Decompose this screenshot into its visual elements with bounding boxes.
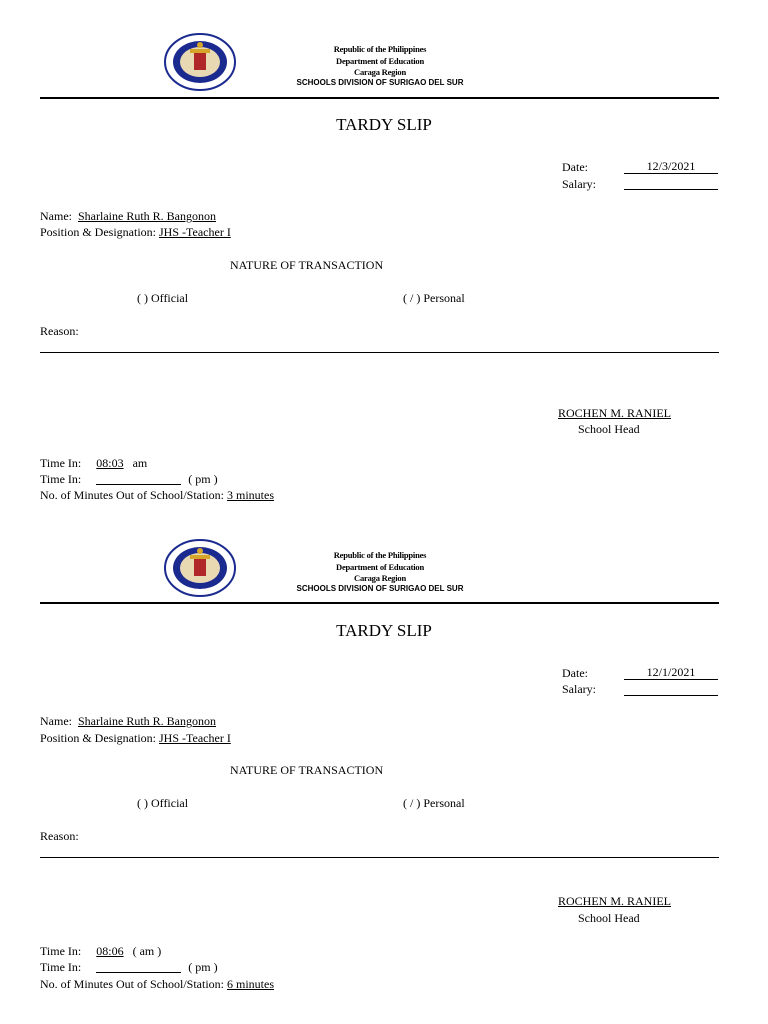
reason-label: Reason: <box>40 324 79 338</box>
personal-option[interactable]: ( / ) Personal <box>403 291 465 305</box>
tardy-slip-1 <box>0 0 768 505</box>
date-label: Date: <box>562 160 588 174</box>
nature-heading: NATURE OF TRANSACTION <box>230 258 384 272</box>
header-divider <box>40 602 719 604</box>
name-value[interactable]: Sharlaine Ruth R. Bangonon <box>78 714 216 728</box>
reason-line[interactable] <box>40 857 719 858</box>
am-label: ( am ) <box>132 944 162 958</box>
salary-field[interactable] <box>624 175 718 190</box>
name-row <box>40 714 216 729</box>
header-republic: Republic of the Philippines <box>333 44 427 54</box>
minutes-out-label: No. of Minutes Out of School/Station: <box>40 488 224 502</box>
salary-label: Salary: <box>562 177 596 191</box>
signatory-title: School Head <box>578 911 640 925</box>
official-option[interactable]: ( ) Official <box>137 291 189 305</box>
time-in-am-label: Time In: <box>40 456 82 470</box>
date-label: Date: <box>562 666 588 680</box>
name-label: Name: <box>40 209 72 223</box>
name-value[interactable]: Sharlaine Ruth R. Bangonon <box>78 209 216 223</box>
header-department: Department of Education <box>336 562 424 572</box>
tardy-slip-2 <box>0 506 768 1011</box>
time-in-pm-row <box>40 472 218 487</box>
header-department: Department of Education <box>336 56 424 66</box>
time-in-am-value[interactable]: 08:03 <box>96 456 124 470</box>
position-label: Position & Designation: <box>40 731 157 745</box>
signatory-title: School Head <box>578 422 640 436</box>
minutes-out-row <box>40 488 274 503</box>
minutes-out-value[interactable]: 6 minutes <box>227 977 274 991</box>
salary-label: Salary: <box>562 682 596 696</box>
header-republic: Republic of the Philippines <box>333 550 427 560</box>
pm-label: ( pm ) <box>188 472 218 486</box>
slip-title: TARDY SLIP <box>336 621 432 640</box>
name-label: Name: <box>40 714 72 728</box>
position-value[interactable]: JHS -Teacher I <box>159 225 231 239</box>
time-in-pm-row <box>40 960 218 975</box>
time-in-am-row <box>40 944 161 959</box>
deped-seal-icon <box>163 538 237 598</box>
time-in-pm-field[interactable] <box>96 960 181 973</box>
official-option[interactable]: ( ) Official <box>137 796 189 810</box>
minutes-out-row <box>40 977 274 992</box>
header-division: SCHOOLS DIVISION OF SURIGAO DEL SUR <box>296 584 464 593</box>
position-row <box>40 731 231 746</box>
header-division: SCHOOLS DIVISION OF SURIGAO DEL SUR <box>296 78 464 87</box>
signatory-name: ROCHEN M. RANIEL <box>558 406 671 420</box>
deped-seal-icon <box>163 32 237 92</box>
position-label: Position & Designation: <box>40 225 157 239</box>
time-in-pm-field[interactable] <box>96 472 181 485</box>
header-region: Caraga Region <box>354 573 406 583</box>
time-in-am-label: Time In: <box>40 944 82 958</box>
header-divider <box>40 97 719 99</box>
position-value[interactable]: JHS -Teacher I <box>159 731 231 745</box>
minutes-out-label: No. of Minutes Out of School/Station: <box>40 977 224 991</box>
position-row <box>40 225 231 240</box>
personal-option[interactable]: ( / ) Personal <box>403 796 465 810</box>
salary-field[interactable] <box>624 681 718 696</box>
time-in-am-row <box>40 456 147 471</box>
minutes-out-value[interactable]: 3 minutes <box>227 488 274 502</box>
slip-title: TARDY SLIP <box>336 115 432 134</box>
time-in-pm-label: Time In: <box>40 960 82 974</box>
header-region: Caraga Region <box>354 67 406 77</box>
signatory-name: ROCHEN M. RANIEL <box>558 894 671 908</box>
am-label: am <box>132 456 148 470</box>
reason-line[interactable] <box>40 352 719 353</box>
nature-heading: NATURE OF TRANSACTION <box>230 763 384 777</box>
time-in-pm-label: Time In: <box>40 472 82 486</box>
name-row <box>40 209 216 224</box>
date-field[interactable]: 12/1/2021 <box>624 665 718 680</box>
time-in-am-value[interactable]: 08:06 <box>96 944 124 958</box>
pm-label: ( pm ) <box>188 960 218 974</box>
date-field[interactable]: 12/3/2021 <box>624 159 718 174</box>
reason-label: Reason: <box>40 829 79 843</box>
